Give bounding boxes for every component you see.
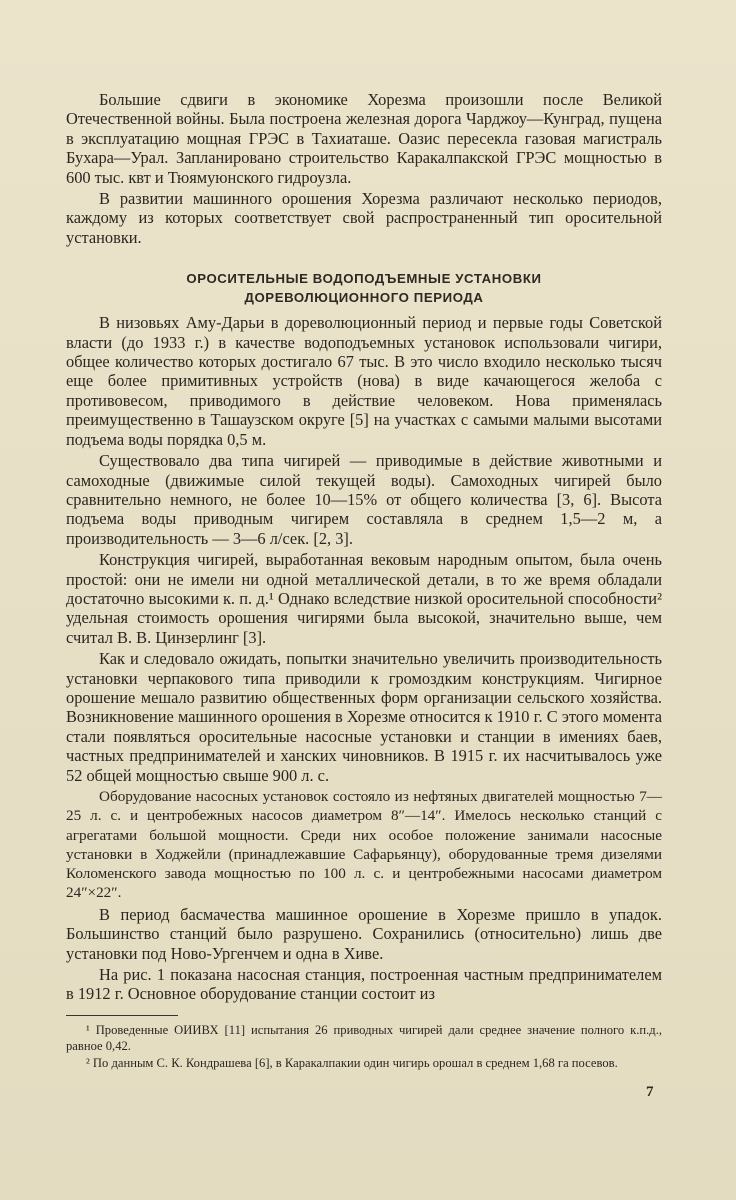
page-number: 7 bbox=[646, 1084, 654, 1100]
paragraph-3: Конструкция чигирей, выработанная вековым народным опытом, была очень простой: они не имели ни одной металлической детали, в то же время обладали достаточно высокими к. п. д.¹ Однако вследствие низкой оросительной способности² удельная стоимость орошения чигирями была высокой, значительно выше, чем считал В. В. Цинзерлинг [3]. bbox=[66, 550, 662, 647]
footnote-divider bbox=[66, 1015, 178, 1016]
paragraph-4: Как и следовало ожидать, попытки значительно увеличить производительность установки черпакового типа приводили к громоздким конструкциям. Чигирное орошение мешало развитию общественных форм организации сельского хозяйства. Возникновение машинного орошения в Хорезме относится к 1910 г. С этого момента стали появляться оросительные насосные установки и станции в имениях баев, частных предпринимателей и ханских чиновников. В 1915 г. их насчитывалось уже 52 общей мощностью свыше 900 л. с. bbox=[66, 649, 662, 785]
main-text bbox=[66, 90, 662, 1071]
paragraph-intro-2: В развитии машинного орошения Хорезма различают несколько периодов, каждому из которых соответствует свой распространенный тип оросительной установки. bbox=[66, 189, 662, 247]
footnote-1: ¹ Проведенные ОИИВХ [11] испытания 26 приводных чигирей дали среднее значение полного к.п.д., равное 0,42. bbox=[66, 1022, 662, 1054]
footnote-2: ² По данным С. К. Кондрашева [6], в Каракалпакии один чигирь орошал в среднем 1,68 га посевов. bbox=[86, 1055, 618, 1070]
paragraph-6: В период басмачества машинное орошение в Хорезме пришло в упадок. Большинство станций было разрушено. Сохранились (относительно) лишь две установки под Ново-Ургенчем и одна в Хиве. bbox=[66, 904, 662, 963]
paragraph-2: Существовало два типа чигирей — приводимые в действие животными и самоходные (движимые силой текущей воды). Самоходных чигирей было сравнительно немного, не более 10—15% от общего количества [3, 6]. Высота подъема воды приводным чигирем составляла в среднем 1,5—2 м, а производительность — 3—6 л/сек. [2, 3]. bbox=[66, 451, 662, 548]
section-heading-line-1: ОРОСИТЕЛЬНЫЕ ВОДОПОДЪЕМНЫЕ УСТАНОВКИ bbox=[186, 271, 542, 287]
section-heading-line-2: ДОРЕВОЛЮЦИОННОГО ПЕРИОДА bbox=[244, 290, 484, 306]
paragraph-intro-1: Большие сдвиги в экономике Хорезма произошли после Великой Отечественной войны. Была построена железная дорога Чарджоу—Кунград, пущена в эксплуатацию мощная ГРЭС в Тахиаташе. Оазис пересекла газовая магистраль Бухара—Урал. Запланировано строительство Каракалпакской ГРЭС мощностью в 600 тыс. квт и Тюямуюнского гидроузла. bbox=[66, 90, 662, 187]
section-heading bbox=[66, 269, 662, 307]
paragraph-5: Оборудование насосных установок состояло из нефтяных двигателей мощностью 7—25 л. с. и центробежных насосов диаметром 8″—14″. Имелось несколько станций с агрегатами большой мощности. Среди них особое положение занимали насосные установки в Ходжейли (принадлежавшие Сафарьянцу), оборудованные тремя дизелями Коломенского завода мощностью по 100 л. с. и центробежными насосами диаметром 24″×22″. bbox=[66, 788, 662, 902]
paragraph-1: В низовьях Аму-Дарьи в дореволюционный период и первые годы Советской власти (до 1933 г.) в качестве водоподъемных установок использовали чигири, общее количество которых достигало 67 тыс. В это число входило несколько тысяч еще более примитивных устройств (нова) в виде качающегося желоба с противовесом, приводимого в действие человеком. Нова применялась преимущественно в Ташаузском округе [5] на участках с самыми малыми высотами подъема воды порядка 0,5 м. bbox=[66, 313, 662, 449]
paragraph-7: На рис. 1 показана насосная станция, построенная частным предпринимателем в 1912 г. Основное оборудование станции состоит из bbox=[66, 965, 662, 1004]
